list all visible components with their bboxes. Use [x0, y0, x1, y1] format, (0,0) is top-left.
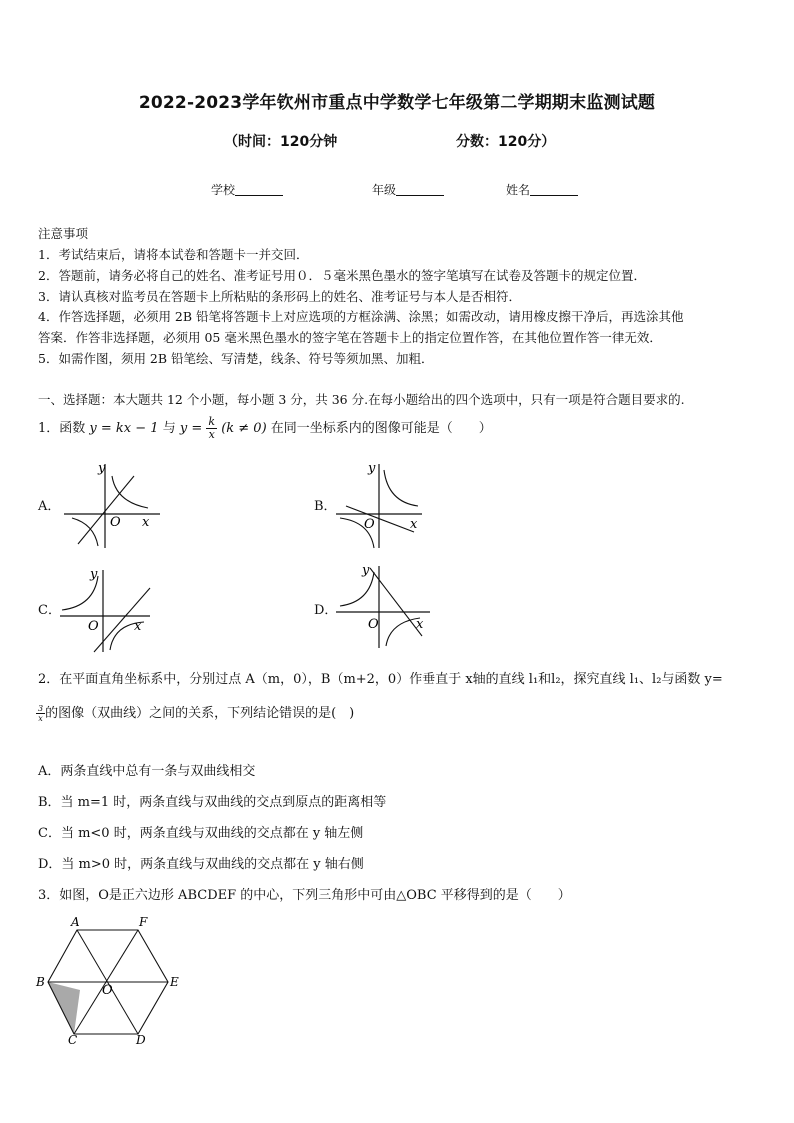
- q1-graph-b: [334, 458, 444, 550]
- grade-label: 年级: [372, 183, 397, 197]
- q1-prefix: 1．函数: [38, 421, 86, 436]
- origin-label: O: [110, 515, 121, 530]
- y-label: y: [368, 461, 376, 476]
- q2-fraction: [36, 704, 45, 723]
- exam-score: 分数：120分）: [456, 134, 556, 150]
- q2-frac-den: x: [38, 714, 43, 723]
- q1-fraction: [206, 416, 217, 441]
- q1-linear-expr: y = kx − 1: [89, 421, 159, 436]
- question-2-line1: 2．在平面直角坐标系中，分别过点 A（m，0），B（m+2，0）作垂直于 x轴的直线 l₁和l₂，探究直线 l₁、l₂与函数 y=: [38, 672, 723, 687]
- name-blank: [530, 183, 578, 196]
- name-label: 姓名: [506, 183, 531, 197]
- q1-y-eq: y =: [179, 421, 203, 436]
- origin-label: O: [368, 617, 379, 632]
- vertex-label-f: F: [139, 915, 148, 929]
- y-label: y: [90, 567, 98, 582]
- q1-mid: 与: [162, 421, 176, 436]
- section-heading: 一、选择题：本大题共 12 个小题，每小题 3 分，共 36 分.在每小题给出的四个选项中，只有一项是符合题目要求的.: [38, 392, 685, 407]
- question-1-stem: [38, 410, 492, 448]
- grade-blank: [396, 183, 444, 196]
- x-label: x: [410, 517, 418, 532]
- q2-option-c[interactable]: C．当 m<0 时，两条直线与双曲线的交点都在 y 轴左侧: [38, 826, 364, 841]
- question-3-stem: 3．如图，O是正六边形 ABCDEF 的中心，下列三角形中可由△OBC 平移得到的是（ ）: [38, 888, 571, 903]
- q1-option-c-label[interactable]: C．: [38, 603, 61, 618]
- hyperbola-branch: [386, 618, 420, 646]
- y-label: y: [98, 461, 106, 476]
- school-blank: [235, 183, 283, 196]
- q1-suffix: 在同一坐标系内的图像可能是（ ）: [270, 421, 492, 436]
- school-field: [211, 181, 283, 198]
- notice-item: 2．答题前，请务必将自己的姓名、准考证号用０．５毫米黑色墨水的签字笔填写在试卷及答题卡的规定位置．: [38, 268, 646, 283]
- q2-option-b[interactable]: B．当 m=1 时，两条直线与双曲线的交点到原点的距离相等: [38, 795, 387, 810]
- school-label: 学校: [211, 183, 236, 197]
- vertex-label-b: B: [36, 975, 45, 989]
- question-2-line2: [36, 696, 354, 732]
- vertex-label-d: D: [136, 1033, 146, 1046]
- notice-item: 答案．作答非选择题，必须用 05 毫米黑色墨水的签字笔在答题卡上的指定位置作答，在其他位置作答一律无效．: [38, 330, 662, 345]
- notice-item: 4．作答选择题，必须用 2B 铅笔将答题卡上对应选项的方框涂满、涂黑；如需改动，请用橡皮擦干净后，再选涂其他: [38, 309, 684, 324]
- exam-time: （时间：120分钟: [224, 134, 338, 150]
- shaded-triangle-obc: [48, 982, 80, 1034]
- vertex-label-a: A: [71, 915, 80, 929]
- q1-graph-c: [58, 562, 168, 654]
- q2-option-d[interactable]: D．当 m>0 时，两条直线与双曲线的交点都在 y 轴右侧: [38, 857, 364, 872]
- q2-frac-num: 3: [38, 704, 44, 713]
- q1-frac-den: x: [208, 428, 215, 441]
- q2-option-a[interactable]: A．两条直线中总有一条与双曲线相交: [38, 764, 256, 779]
- vertex-label-e: E: [170, 975, 179, 989]
- q3-hexagon-figure: [34, 912, 184, 1046]
- q1-frac-num: k: [208, 415, 216, 428]
- center-label-o: O: [102, 983, 113, 998]
- q1-graph-d: [334, 560, 444, 652]
- name-field: [506, 181, 578, 198]
- grade-field: [372, 181, 444, 198]
- q1-option-d-label[interactable]: D．: [314, 603, 338, 618]
- x-label: x: [416, 617, 424, 632]
- notice-heading: 注意事项: [38, 226, 89, 241]
- origin-label: O: [88, 619, 99, 634]
- x-label: x: [142, 515, 150, 530]
- notice-item: 3．请认真核对监考员在答题卡上所粘贴的条形码上的姓名、准考证号与本人是否相符．: [38, 289, 521, 304]
- notice-item: 1．考试结束后，请将本试卷和答题卡一并交回．: [38, 247, 309, 262]
- hyperbola-branch: [384, 470, 418, 506]
- q1-graph-a: [60, 458, 170, 550]
- vertex-label-c: C: [68, 1033, 78, 1046]
- q1-option-b-label[interactable]: B．: [314, 499, 337, 514]
- x-label: x: [134, 619, 142, 634]
- exam-title: 2022-2023学年钦州市重点中学数学七年级第二学期期末监测试题: [138, 93, 656, 113]
- y-label: y: [362, 563, 370, 578]
- q1-option-a-label[interactable]: A．: [38, 499, 61, 514]
- q2-line2-text: 的图像（双曲线）之间的关系，下列结论错误的是( ): [45, 706, 355, 721]
- notice-item: 5．如需作图，须用 2B 铅笔绘、写清楚，线条、符号等须加黑、加粗．: [38, 351, 434, 366]
- hyperbola-branch: [72, 518, 98, 546]
- origin-label: O: [364, 517, 375, 532]
- q1-condition: (k ≠ 0): [221, 421, 267, 436]
- linear-line: [346, 506, 414, 532]
- linear-line: [78, 476, 134, 544]
